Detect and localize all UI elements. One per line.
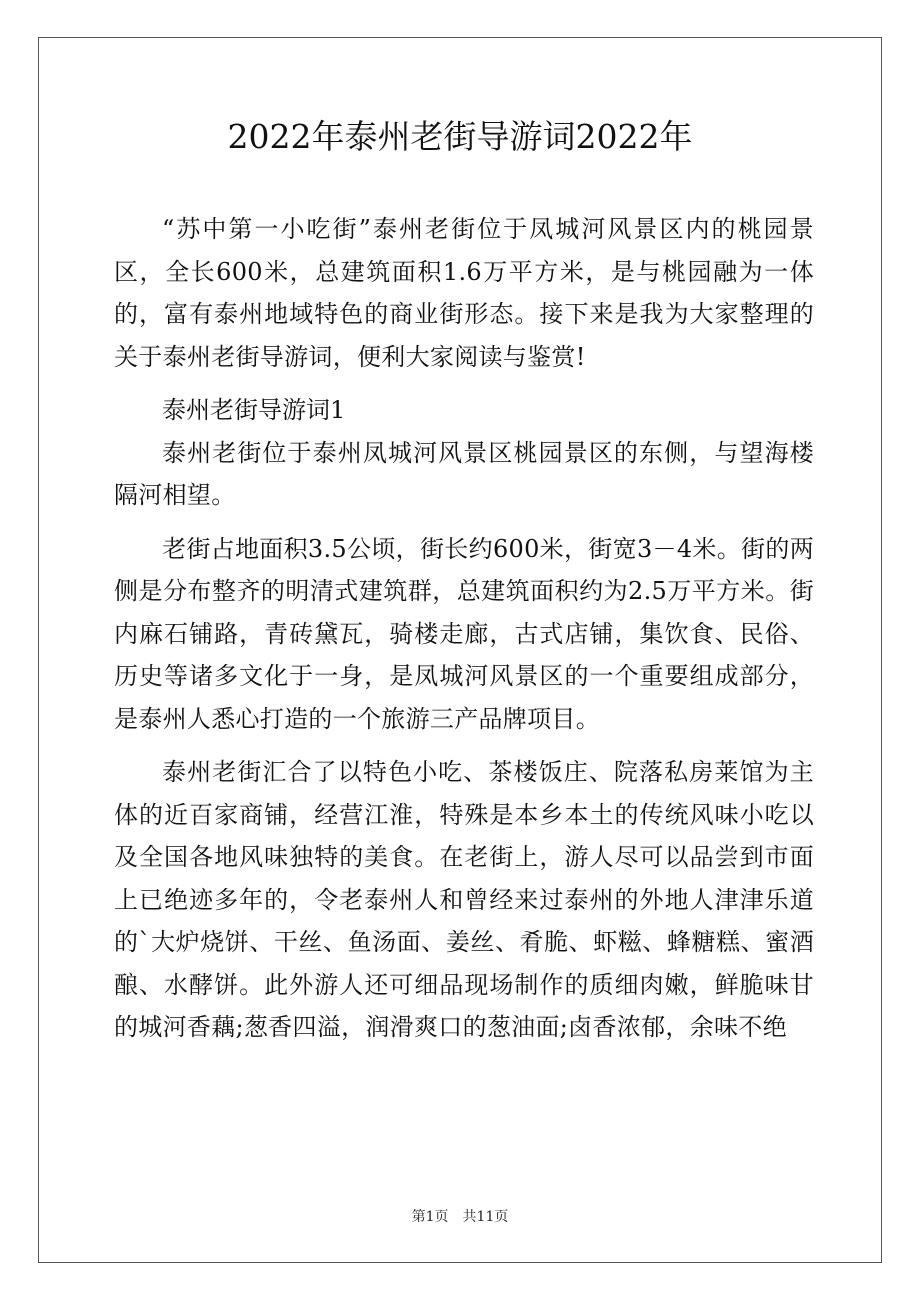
page-number: 第1页 (411, 1209, 449, 1225)
document-body (114, 208, 814, 1049)
section-heading: 泰州老街导游词1 (162, 396, 346, 424)
body-paragraph: 老街占地面积3.5公顷，街长约600米，街宽3－4米。街的两侧是分布整齐的明清式建筑群，总建筑面积约为2.5万平方米。街内麻石铺路，青砖黛瓦，骑楼走廊，古式店铺，集饮食、民俗、历史等诸多文化于一身，是凤城河风景区的一个重要组成部分，是泰州人悉心打造的一个旅游三产品牌项目。 (114, 534, 814, 733)
body-paragraph: 泰州老街位于泰州凤城河风景区桃园景区的东侧，与望海楼隔河相望。 (114, 438, 814, 509)
intro-paragraph: “苏中第一小吃街”泰州老街位于凤城河风景区内的桃园景区，全长600米，总建筑面积1.6万平方米，是与桃园融为一体的，富有泰州地域特色的商业街形态。接下来是我为大家整理的关于泰州老街导游词，便利大家阅读与鉴赏! (114, 215, 814, 371)
page-footer (0, 1207, 920, 1227)
document-title: 2022年泰州老街导游词2022年 (227, 117, 693, 156)
page-total: 共11页 (462, 1209, 509, 1225)
body-paragraph: 泰州老街汇合了以特色小吃、茶楼饭庄、院落私房莱馆为主体的近百家商铺，经营江淮，特殊是本乡本土的传统风味小吃以及全国各地风味独特的美食。在老街上，游人尽可以品尝到市面上已绝迹多年的，令老泰州人和曾经来过泰州的外地人津津乐道的`大炉烧饼、干丝、鱼汤面、姜丝、肴脆、虾糍、蜂糖糕、蜜酒酿、水酵饼。此外游人还可细品现场制作的质细肉嫩，鲜脆味甘的城河香藕;葱香四溢，润滑爽口的葱油面;卤香浓郁，余味不绝 (114, 758, 814, 1041)
